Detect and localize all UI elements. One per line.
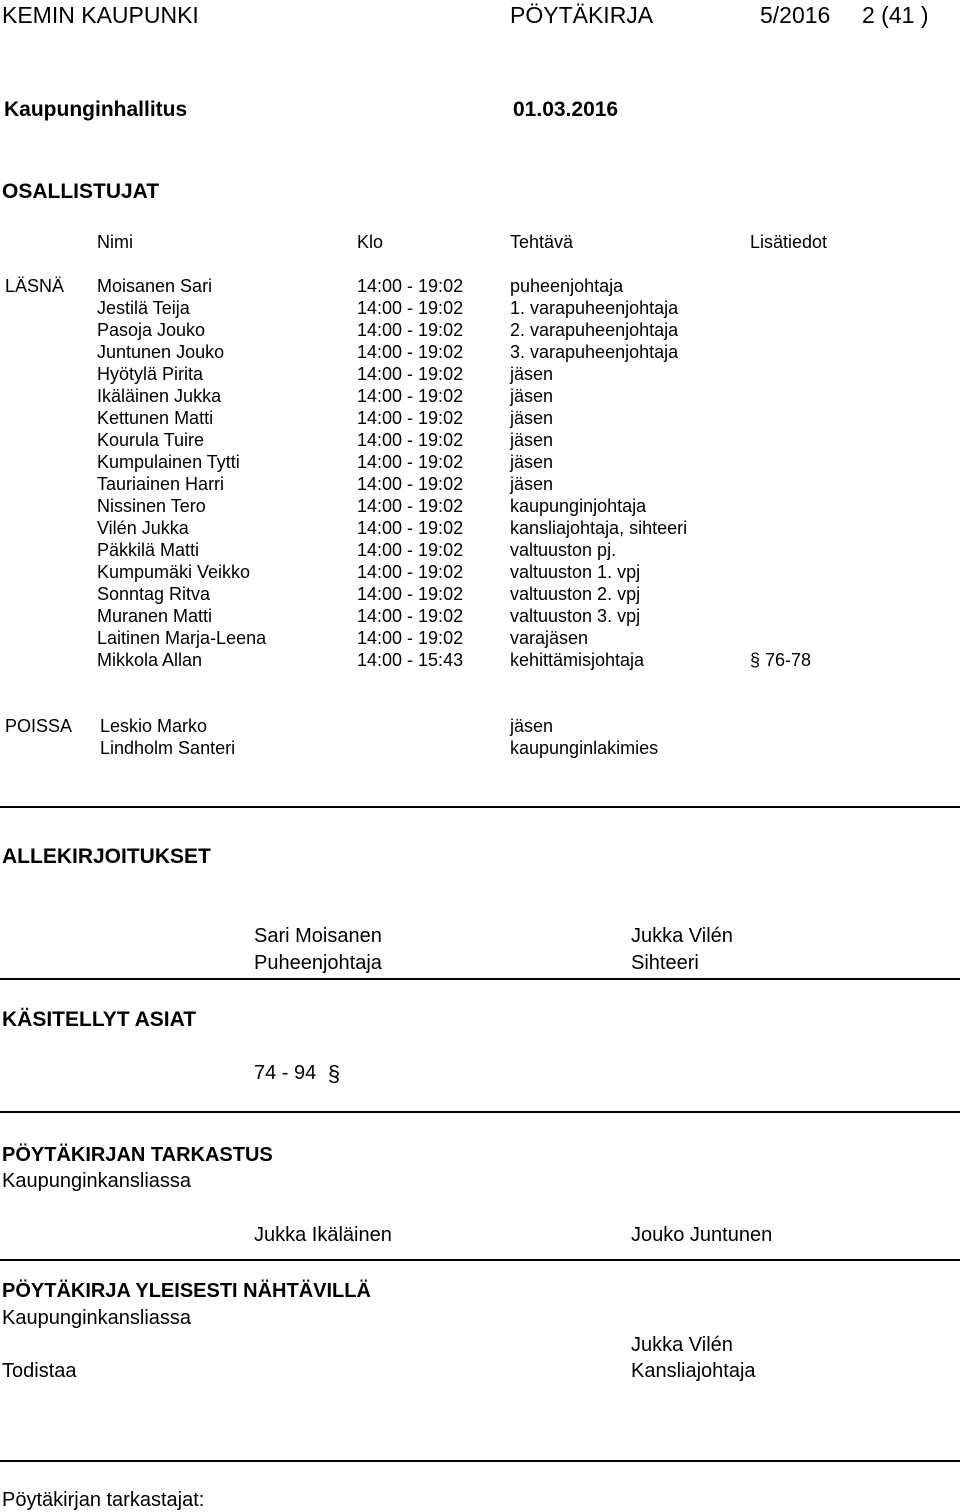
certify-label: Todistaa <box>2 1360 77 1382</box>
public-notice-title: PÖYTÄKIRJA YLEISESTI NÄHTÄVILLÄ <box>2 1280 371 1302</box>
participant-name: Mikkola Allan <box>97 650 203 670</box>
column-header-extra: Lisätiedot <box>750 232 828 252</box>
participant-role: valtuuston pj. <box>510 540 617 560</box>
present-label: LÄSNÄ <box>5 276 65 296</box>
participant-time: 14:00 - 19:02 <box>357 474 464 494</box>
participant-role: jäsen <box>510 452 554 472</box>
column-header-time: Klo <box>357 232 384 252</box>
participant-role: valtuuston 3. vpj <box>510 606 641 626</box>
footer-label: Pöytäkirjan tarkastajat: <box>2 1489 205 1511</box>
table-row <box>0 320 960 342</box>
participant-extra: § 76-78 <box>750 650 812 670</box>
participant-name: Kettunen Matti <box>97 408 214 428</box>
participant-name: Tauriainen Harri <box>97 474 225 494</box>
review-title: PÖYTÄKIRJAN TARKASTUS <box>2 1144 273 1166</box>
handled-range-text: 74 - 94 <box>254 1062 317 1084</box>
participant-role: valtuuston 1. vpj <box>510 562 641 582</box>
header-page: 2 (41 ) <box>862 2 929 28</box>
absent-name: Lindholm Santeri <box>100 738 236 758</box>
participant-name: Kumpulainen Tytti <box>97 452 240 472</box>
participant-name: Hyötylä Pirita <box>97 364 204 384</box>
participant-name: Pasoja Jouko <box>97 320 206 340</box>
table-row <box>0 276 960 298</box>
participant-role: jäsen <box>510 386 554 406</box>
participant-role: kansliajohtaja, sihteeri <box>510 518 688 538</box>
table-row <box>0 518 960 540</box>
table-row <box>0 452 960 474</box>
absent-label: POISSA <box>5 716 73 736</box>
participant-role: varajäsen <box>510 628 589 648</box>
secretary-name: Jukka Vilén <box>631 925 733 947</box>
body-name: Kaupunginhallitus <box>4 98 188 121</box>
reviewer-name: Jouko Juntunen <box>631 1224 773 1246</box>
header-city: KEMIN KAUPUNKI <box>2 2 199 28</box>
participant-role: 1. varapuheenjohtaja <box>510 298 679 318</box>
divider <box>0 1259 960 1261</box>
participant-role: jäsen <box>510 364 554 384</box>
section-icon: § <box>327 1061 341 1086</box>
absent-role: kaupunginlakimies <box>510 738 659 758</box>
reviewer-name: Jukka Ikäläinen <box>254 1224 392 1246</box>
column-header-role: Tehtävä <box>510 232 574 252</box>
participant-name: Vilén Jukka <box>97 518 189 538</box>
divider <box>0 978 960 980</box>
participant-name: Kumpumäki Veikko <box>97 562 251 582</box>
certifier-name: Jukka Vilén <box>631 1334 733 1356</box>
participant-role: 2. varapuheenjohtaja <box>510 320 679 340</box>
signatures-title: ALLEKIRJOITUKSET <box>2 845 211 868</box>
participant-time: 14:00 - 19:02 <box>357 540 464 560</box>
participant-name: Kourula Tuire <box>97 430 205 450</box>
table-row <box>0 540 960 562</box>
table-row <box>0 408 960 430</box>
participant-name: Juntunen Jouko <box>97 342 225 362</box>
public-notice-place: Kaupunginkansliassa <box>2 1307 192 1329</box>
participant-name: Sonntag Ritva <box>97 584 211 604</box>
table-row <box>0 386 960 408</box>
handled-title: KÄSITELLYT ASIAT <box>2 1008 197 1031</box>
participant-role: kaupunginjohtaja <box>510 496 647 516</box>
absent-role: jäsen <box>510 716 554 736</box>
participant-time: 14:00 - 19:02 <box>357 606 464 626</box>
table-row <box>0 342 960 364</box>
handled-range <box>254 1061 350 1087</box>
participant-time: 14:00 - 19:02 <box>357 386 464 406</box>
participant-time: 14:00 - 19:02 <box>357 342 464 362</box>
table-row <box>0 298 960 320</box>
participant-time: 14:00 - 19:02 <box>357 452 464 472</box>
participants-title: OSALLISTUJAT <box>2 180 160 203</box>
table-row <box>0 584 960 606</box>
participant-name: Muranen Matti <box>97 606 213 626</box>
participant-time: 14:00 - 19:02 <box>357 628 464 648</box>
divider <box>0 1111 960 1113</box>
certifier-title: Kansliajohtaja <box>631 1360 756 1382</box>
review-place: Kaupunginkansliassa <box>2 1170 192 1192</box>
participant-time: 14:00 - 19:02 <box>357 320 464 340</box>
chair-name: Sari Moisanen <box>254 925 382 947</box>
participant-name: Laitinen Marja-Leena <box>97 628 267 648</box>
participant-role: jäsen <box>510 430 554 450</box>
table-row <box>0 650 960 672</box>
participant-name: Nissinen Tero <box>97 496 206 516</box>
meeting-date: 01.03.2016 <box>513 98 619 121</box>
participant-time: 14:00 - 15:43 <box>357 650 464 670</box>
table-row <box>0 606 960 628</box>
participant-role: valtuuston 2. vpj <box>510 584 641 604</box>
participant-role: jäsen <box>510 474 554 494</box>
participant-name: Moisanen Sari <box>97 276 213 296</box>
table-row <box>0 364 960 386</box>
participant-role: puheenjohtaja <box>510 276 624 296</box>
participant-time: 14:00 - 19:02 <box>357 562 464 582</box>
participant-name: Jestilä Teija <box>97 298 190 318</box>
chair-title: Puheenjohtaja <box>254 952 382 974</box>
participant-role: 3. varapuheenjohtaja <box>510 342 679 362</box>
secretary-title: Sihteeri <box>631 952 699 974</box>
participant-time: 14:00 - 19:02 <box>357 276 464 296</box>
participant-time: 14:00 - 19:02 <box>357 298 464 318</box>
participant-name: Ikäläinen Jukka <box>97 386 222 406</box>
header-doc-type: PÖYTÄKIRJA <box>510 2 654 28</box>
participant-name: Päkkilä Matti <box>97 540 200 560</box>
table-row <box>0 430 960 452</box>
participant-time: 14:00 - 19:02 <box>357 584 464 604</box>
column-header-name: Nimi <box>97 232 133 252</box>
table-row <box>0 474 960 496</box>
participant-role: jäsen <box>510 408 554 428</box>
participant-time: 14:00 - 19:02 <box>357 430 464 450</box>
table-row <box>0 496 960 518</box>
table-row <box>0 562 960 584</box>
absent-name: Leskio Marko <box>100 716 208 736</box>
participant-role: kehittämisjohtaja <box>510 650 645 670</box>
header-number: 5/2016 <box>760 2 831 28</box>
divider <box>0 1460 960 1462</box>
table-row <box>0 628 960 650</box>
participant-time: 14:00 - 19:02 <box>357 408 464 428</box>
participant-time: 14:00 - 19:02 <box>357 364 464 384</box>
participant-time: 14:00 - 19:02 <box>357 496 464 516</box>
divider <box>0 806 960 808</box>
participant-time: 14:00 - 19:02 <box>357 518 464 538</box>
